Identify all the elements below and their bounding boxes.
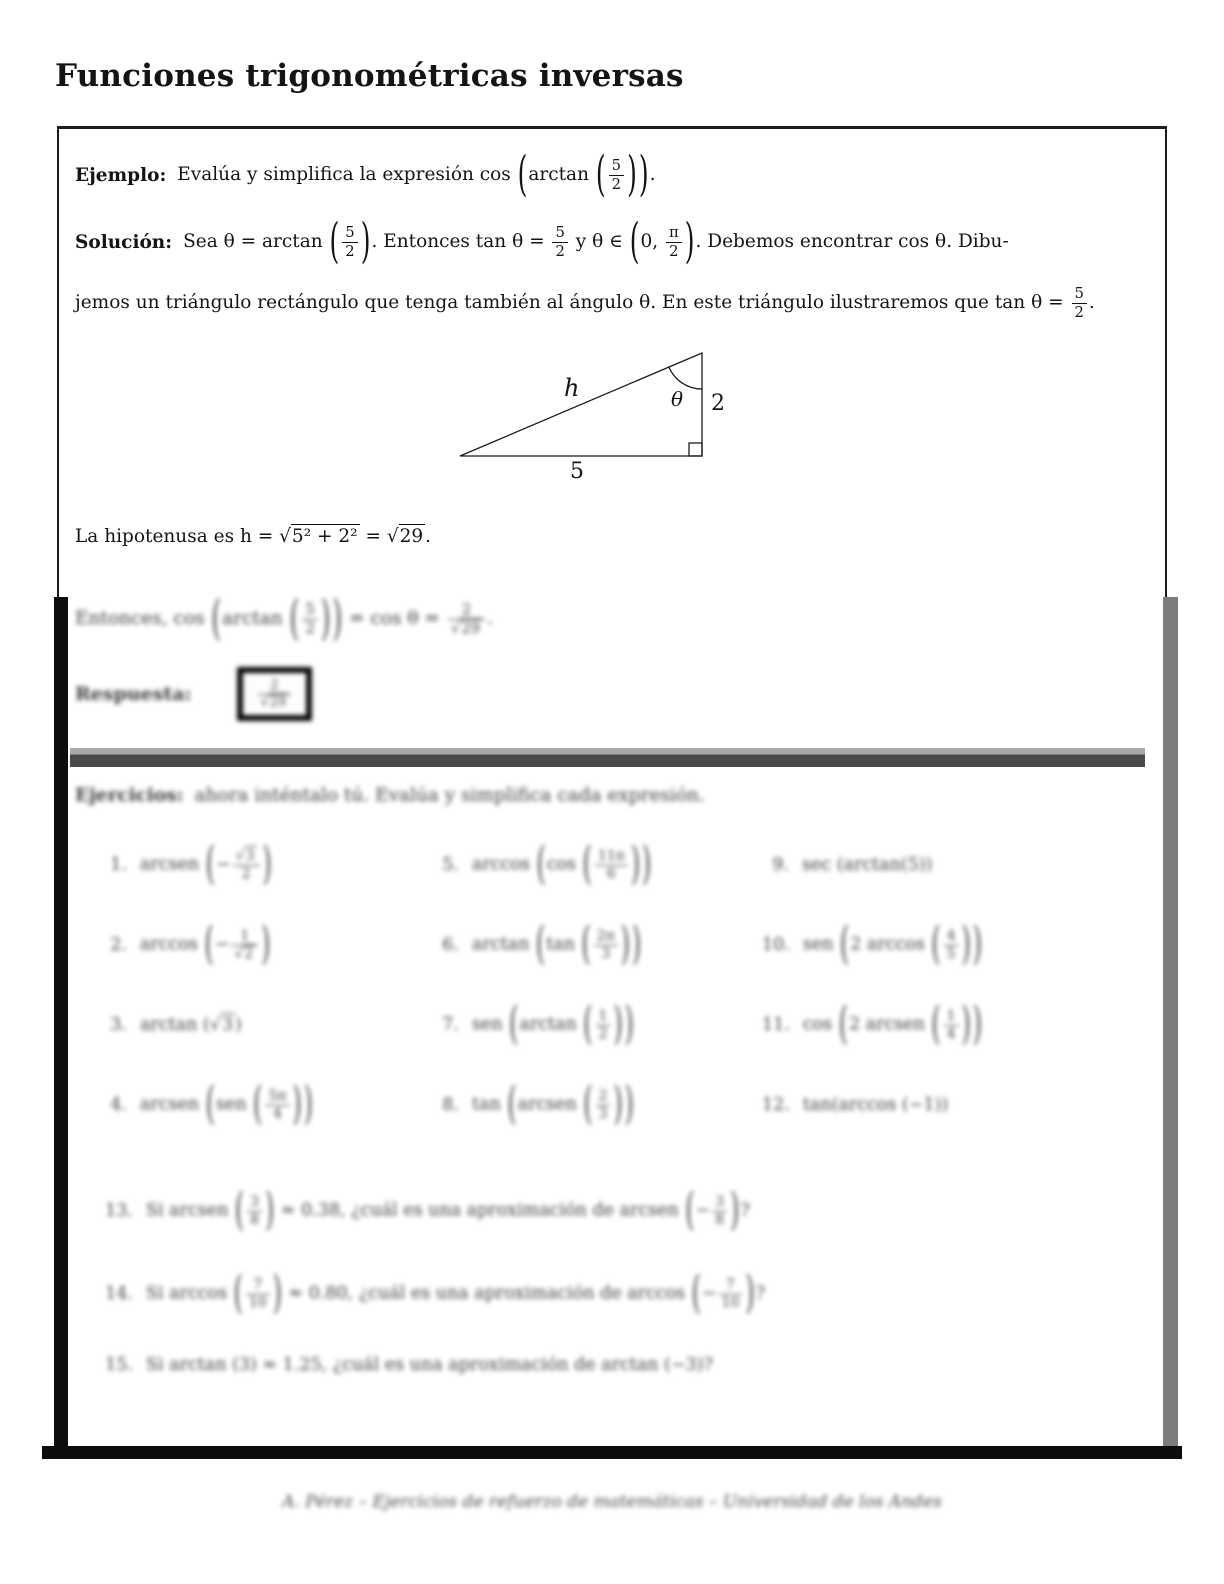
exercise-number: 7. bbox=[442, 1015, 459, 1035]
exercise-number: 8. bbox=[442, 1095, 459, 1115]
exercise-item bbox=[762, 1065, 983, 1145]
exercise-number: 9. bbox=[772, 855, 789, 875]
exercise-expression: arccos (cos ( $\frac{11\pi}{6}$ )) bbox=[472, 836, 652, 891]
exercise-item bbox=[100, 1348, 713, 1382]
conclusion-equation: Entonces, cos (arctan ( $\frac{5}{2}$ )) = cos θ = $\frac{2}{√29}$ . bbox=[75, 589, 493, 645]
vertical-leg-label: 2 bbox=[711, 391, 725, 416]
exercise-expression: tan (arcsen ( $\frac{2}{3}$ )) bbox=[472, 1076, 634, 1131]
exercise-expression: sec (arctan(5)) bbox=[802, 855, 933, 875]
exercise-expression: tan(arccos (−1)) bbox=[802, 1095, 949, 1115]
exercise-item bbox=[762, 825, 983, 905]
exercise-number: 1. bbox=[110, 855, 127, 875]
hypotenuse-label: h bbox=[564, 374, 580, 402]
footer-credit: A. Pérez – Ejercicios de refuerzo de matemáticas – Universidad de los Andes bbox=[282, 1492, 942, 1512]
exercise-number: 15. bbox=[105, 1355, 133, 1375]
exercise-number: 2. bbox=[110, 935, 127, 955]
page-title: Funciones trigonométricas inversas bbox=[55, 58, 684, 94]
exercise-item bbox=[100, 1180, 750, 1242]
example-label: Ejemplo: bbox=[75, 164, 167, 186]
exercise-item bbox=[432, 825, 652, 905]
exercise-number: 5. bbox=[442, 855, 459, 875]
exercise-item bbox=[100, 1263, 765, 1325]
example-expression: Evalúa y simplifica la expresión cos (arctan ( $\frac{5}{2}$ )). bbox=[177, 145, 656, 201]
exercise-item bbox=[432, 905, 652, 985]
exercise-number: 3. bbox=[110, 1015, 127, 1035]
exercise-column-1 bbox=[100, 825, 314, 1145]
exercise-item bbox=[762, 985, 983, 1065]
exercise-number: 11. bbox=[762, 1015, 790, 1035]
exercise-number: 12. bbox=[762, 1095, 790, 1115]
horizontal-leg-label: 5 bbox=[570, 459, 584, 484]
solution-label: Solución: bbox=[75, 231, 173, 253]
exercise-expression: sen (arctan ( $\frac{1}{2}$ )) bbox=[472, 996, 634, 1051]
exercise-item bbox=[100, 1065, 314, 1145]
exercise-number: 4. bbox=[110, 1095, 127, 1115]
exercise-expression: arccos (− $\frac{1}{√2}$ ) bbox=[140, 916, 271, 971]
exercise-expression: arcsen (− $\frac{√3}{2}$ ) bbox=[140, 836, 272, 891]
exercise-expression: Si arccos ( $\frac{7}{10}$ ) ≈ 0.80, ¿cuál es una aproximación de arccos (− $\frac{7}{10}$ )? bbox=[146, 1265, 765, 1320]
theta-label: θ bbox=[671, 387, 684, 411]
exercise-number: 13. bbox=[105, 1201, 133, 1221]
exercises-header bbox=[75, 779, 705, 811]
exercise-item bbox=[432, 1065, 652, 1145]
exercise-item bbox=[432, 985, 652, 1065]
exercise-column-2 bbox=[432, 825, 652, 1145]
exercise-expression: cos (2 arcsen ( $\frac{1}{4}$ )) bbox=[802, 996, 982, 1051]
exercise-item bbox=[100, 825, 314, 905]
exercise-expression: sen (2 arccos ( $\frac{4}{5}$ )) bbox=[802, 916, 982, 971]
answer-value: $\frac{2}{√29}$ bbox=[256, 678, 293, 709]
exercise-item bbox=[100, 985, 314, 1065]
exercises-instruction: ahora inténtalo tú. Evalúa y simplifica cada expresión. bbox=[194, 784, 705, 806]
hypotenuse-equation: La hipotenusa es h = √5² + 2² = √29 . bbox=[75, 525, 432, 547]
exercise-item bbox=[762, 905, 983, 985]
exercise-number: 14. bbox=[105, 1284, 133, 1304]
answer-box bbox=[237, 667, 312, 720]
exercise-expression: arcsen (sen ( $\frac{5\pi}{4}$ )) bbox=[140, 1076, 313, 1131]
exercise-number: 10. bbox=[762, 935, 790, 955]
exercise-item bbox=[100, 905, 314, 985]
exercises-label: Ejercicios: bbox=[75, 784, 184, 806]
solution-text-2: jemos un triángulo rectángulo que tenga también al ángulo θ. En este triángulo ilustraremos que tan θ = $\frac{5}{2}$ . bbox=[75, 285, 1095, 321]
exercise-column-3 bbox=[762, 825, 983, 1145]
exercise-expression: arctan (tan ( $\frac{2\pi}{3}$ )) bbox=[472, 916, 642, 971]
answer-label: Respuesta: bbox=[75, 683, 192, 705]
exercise-expression: Si arctan (3) ≈ 1.25, ¿cuál es una aproximación de arctan (−3)? bbox=[146, 1355, 713, 1375]
conclusion-statement bbox=[75, 588, 493, 650]
solution-text-1: Sea θ = arctan ( $\frac{5}{2}$ ). Entonces tan θ = $\frac{5}{2}$ y θ ∈ (0, $\frac{\pi}{2}$ ). Debemos encontrar cos θ. Dibu- bbox=[183, 212, 1009, 268]
exercise-expression: Si arcsen ( $\frac{3}{8}$ ) ≈ 0.38, ¿cuál es una aproximación de arcsen (− $\frac{3}{8}$ )? bbox=[146, 1182, 750, 1237]
exercise-expression: arctan (√3 ) bbox=[140, 1015, 242, 1035]
answer-row bbox=[75, 652, 312, 736]
exercise-number: 6. bbox=[442, 935, 459, 955]
